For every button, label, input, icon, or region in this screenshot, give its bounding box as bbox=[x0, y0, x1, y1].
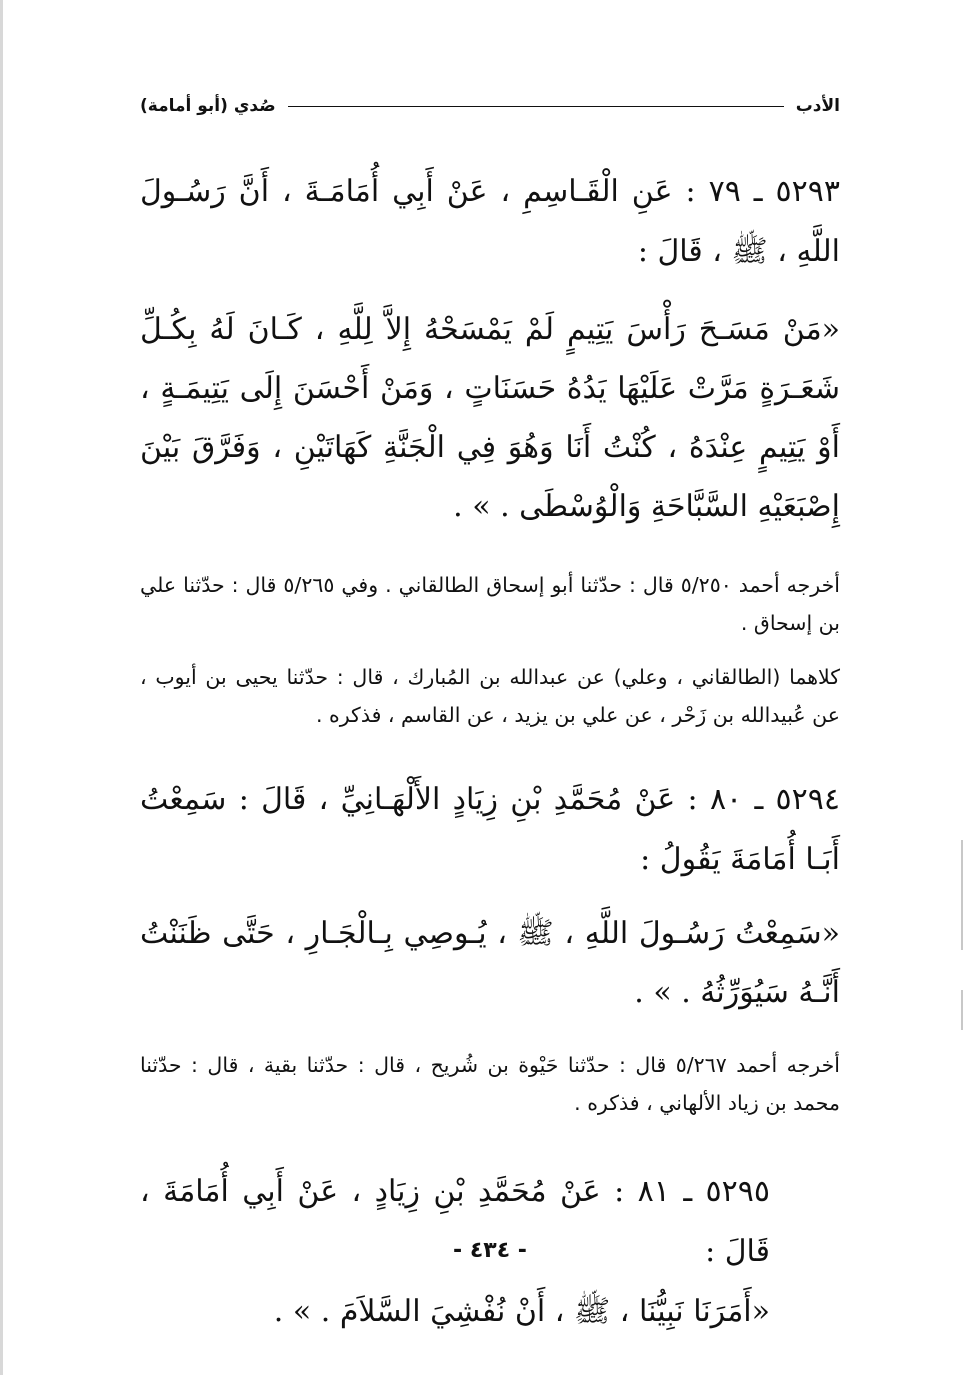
page-number: - ٤٣٤ - bbox=[453, 1238, 527, 1263]
hadith-matn: «مَنْ مَسَـحَ رَأْسَ يَتِيمٍ لَمْ يَمْسَحْهُ إِلاَّ لِلَّهِ ، كَـانَ لَهُ بِكُـلِّ شَعَـرَةٍ مَرَّتْ عَلَيْهَا يَدُهُ حَسَنَاتٍ ، وَمَنْ أَحْسَنَ إِلَى يَتِيمَـةٍ ، أَوْ يَتِيمٍ عِنْدَهُ ، كُنْتُ أَنَا وَهُوَ فِي الْجَنَّةِ كَهَاتَيْنِ ، وَفَرَّقَ بَيْنَ إِصْبَعَيْهِ السَّبَّاحَةِ وَالْوُسْطَى . » . bbox=[140, 312, 840, 524]
chapter-title: صُدي (أبو أمامة) bbox=[140, 96, 276, 116]
hadith-matn: «أَمَرَنَا نَبِيُّنَا ، ﷺ ، أَنْ نُفْشِيَ السَّلاَمَ . » . bbox=[273, 1294, 770, 1329]
takhrij-paragraph: أخرجه أحمد ٥/٢٦٧ قال : حدّثنا حَيْوة بن شُريح ، قال : حدّثنا بقية ، قال : حدّثنا محمد بن زياد الألهاني ، فذكره . bbox=[140, 1053, 840, 1115]
takhrij-paragraph: أخرجه أحمد ٥/٢٥٠ قال : حدّثنا أبو إسحاق الطالقاني . وفي ٥/٢٦٥ قال : حدّثنا علي بن إسحاق . bbox=[140, 573, 840, 635]
scan-mark bbox=[961, 840, 963, 950]
scan-mark bbox=[961, 990, 963, 1030]
hadith-isnad: ٥٢٩٤ ـ ٨٠ : عَنْ مُحَمَّدِ بْنِ زِيَادٍ الأَلْهَـانِيِّ ، قَالَ : سَمِعْتُ أَبَـا أُمَامَةَ يَقُولُ : bbox=[140, 782, 840, 877]
book-page bbox=[140, 92, 840, 1329]
hadith-matn: «سَمِعْتُ رَسُـولَ اللَّهِ ، ﷺ ، يُـوصِي بِـالْجَـارِ ، حَتَّى ظَنَنْتُ أَنَّـهُ سَيُوَرِّثُهُ . » . bbox=[140, 916, 840, 1010]
hadith-isnad: ٥٢٩٥ ـ ٨١ : عَنْ مُحَمَّدِ بْنِ زِيَادٍ ، عَنْ أَبِي أُمَامَةَ ، قَالَ : bbox=[140, 1174, 770, 1269]
header-rule bbox=[288, 106, 784, 107]
section-title: الأدب bbox=[795, 96, 840, 116]
takhrij-paragraph: كلاهما (الطالقاني ، وعلي) عن عبدالله بن المُبارك ، قال : حدّثنا يحيى بن أيوب ، عن عُبيدالله بن زَحْر ، عن علي بن يزيد ، عن القاسم ، فذكره . bbox=[140, 665, 840, 727]
scan-edge bbox=[0, 0, 3, 1375]
running-header bbox=[140, 92, 840, 120]
hadith-isnad: ٥٢٩٣ ـ ٧٩ : عَنِ الْقَـاسِمِ ، عَنْ أَبِي أُمَامَـةَ ، أَنَّ رَسُـولَ اللَّهِ ، ﷺ ، قَالَ : bbox=[140, 174, 840, 269]
